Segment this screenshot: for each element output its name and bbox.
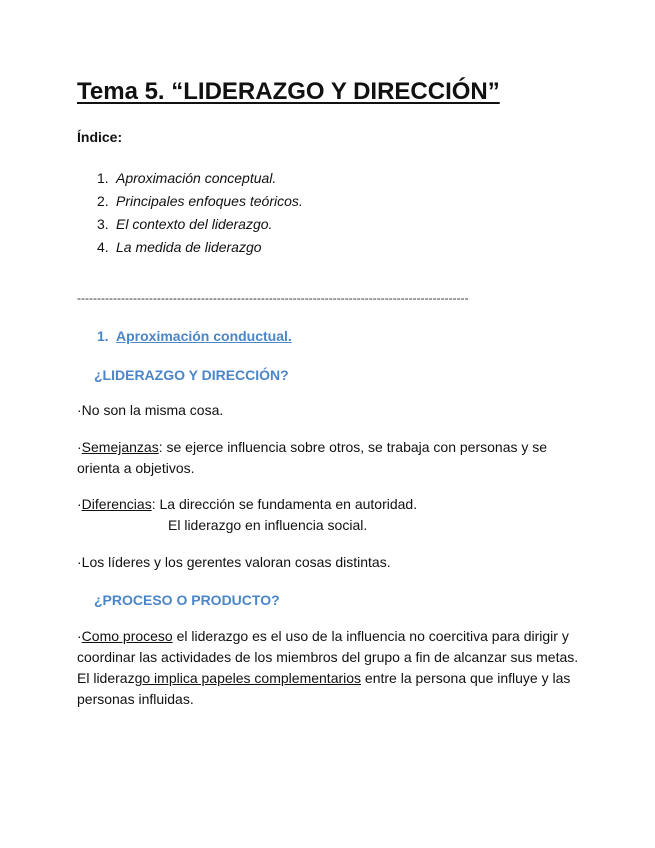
diferencias-label: Diferencias (81, 496, 152, 512)
bullet: · (77, 439, 82, 455)
semejanzas-label: Semejanzas (81, 439, 159, 455)
diferencias-line-1 (77, 494, 577, 515)
como-proceso-text-2: entre la persona que influye y las personas influidas. (77, 670, 571, 707)
como-proceso-underlined: o implica papeles complementarios (142, 670, 362, 686)
index-item (97, 236, 303, 259)
subheading-proceso-producto: ¿PROCESO O PRODUCTO? (94, 592, 280, 608)
index-heading: Índice: (77, 129, 123, 145)
index-item-text: El contexto del liderazgo. (116, 216, 273, 232)
index-item (97, 167, 303, 190)
diferencias-text: : La dirección se fundamenta en autoridad. (151, 496, 418, 512)
como-proceso-text-1: el liderazgo es el uso de la influencia no coercitiva para dirigir y coordinar las actividades de los miembros del grupo a fin de alcanzar sus metas. El liderazg (77, 628, 579, 686)
index-item-number: 3 . (97, 213, 116, 236)
index-item-number: 4 . (97, 236, 116, 259)
paragraph-no-misma-cosa: ·No son la misma cosa. (77, 402, 224, 418)
index-item-number: 2 . (97, 190, 116, 213)
bullet: · (77, 628, 82, 644)
index-item (97, 190, 303, 213)
section-heading (97, 327, 292, 345)
section-number: 1 . (97, 327, 116, 345)
paragraph-semejanzas (77, 437, 577, 479)
index-item-text: Aproximación conceptual. (116, 170, 277, 186)
subheading-liderazgo-direccion: ¿LIDERAZGO Y DIRECCIÓN? (94, 367, 289, 383)
index-list (97, 167, 303, 259)
index-item-text: Principales enfoques teóricos. (116, 193, 303, 209)
index-item (97, 213, 303, 236)
index-item-text: La medida de liderazgo (116, 239, 262, 255)
paragraph-como-proceso (77, 626, 582, 710)
semejanzas-text: : se ejerce influencia sobre otros, se trabaja con personas y se orienta a objetivos. (77, 439, 548, 476)
paragraph-lideres-gerentes: ·Los líderes y los gerentes valoran cosas distintas. (77, 554, 391, 570)
bullet: · (77, 496, 82, 512)
paragraph-diferencias (77, 494, 577, 536)
diferencias-line-2: El liderazgo en influencia social. (168, 517, 368, 533)
section-divider: -------------------------------------------------------------------------------------------------- (77, 291, 469, 305)
page-title: Tema 5. “LIDERAZGO Y DIRECCIÓN” (77, 78, 500, 105)
como-proceso-label: Como proceso (81, 628, 173, 644)
index-item-number: 1 . (97, 167, 116, 190)
section-title-link[interactable]: Aproximación conductual. (116, 328, 292, 344)
